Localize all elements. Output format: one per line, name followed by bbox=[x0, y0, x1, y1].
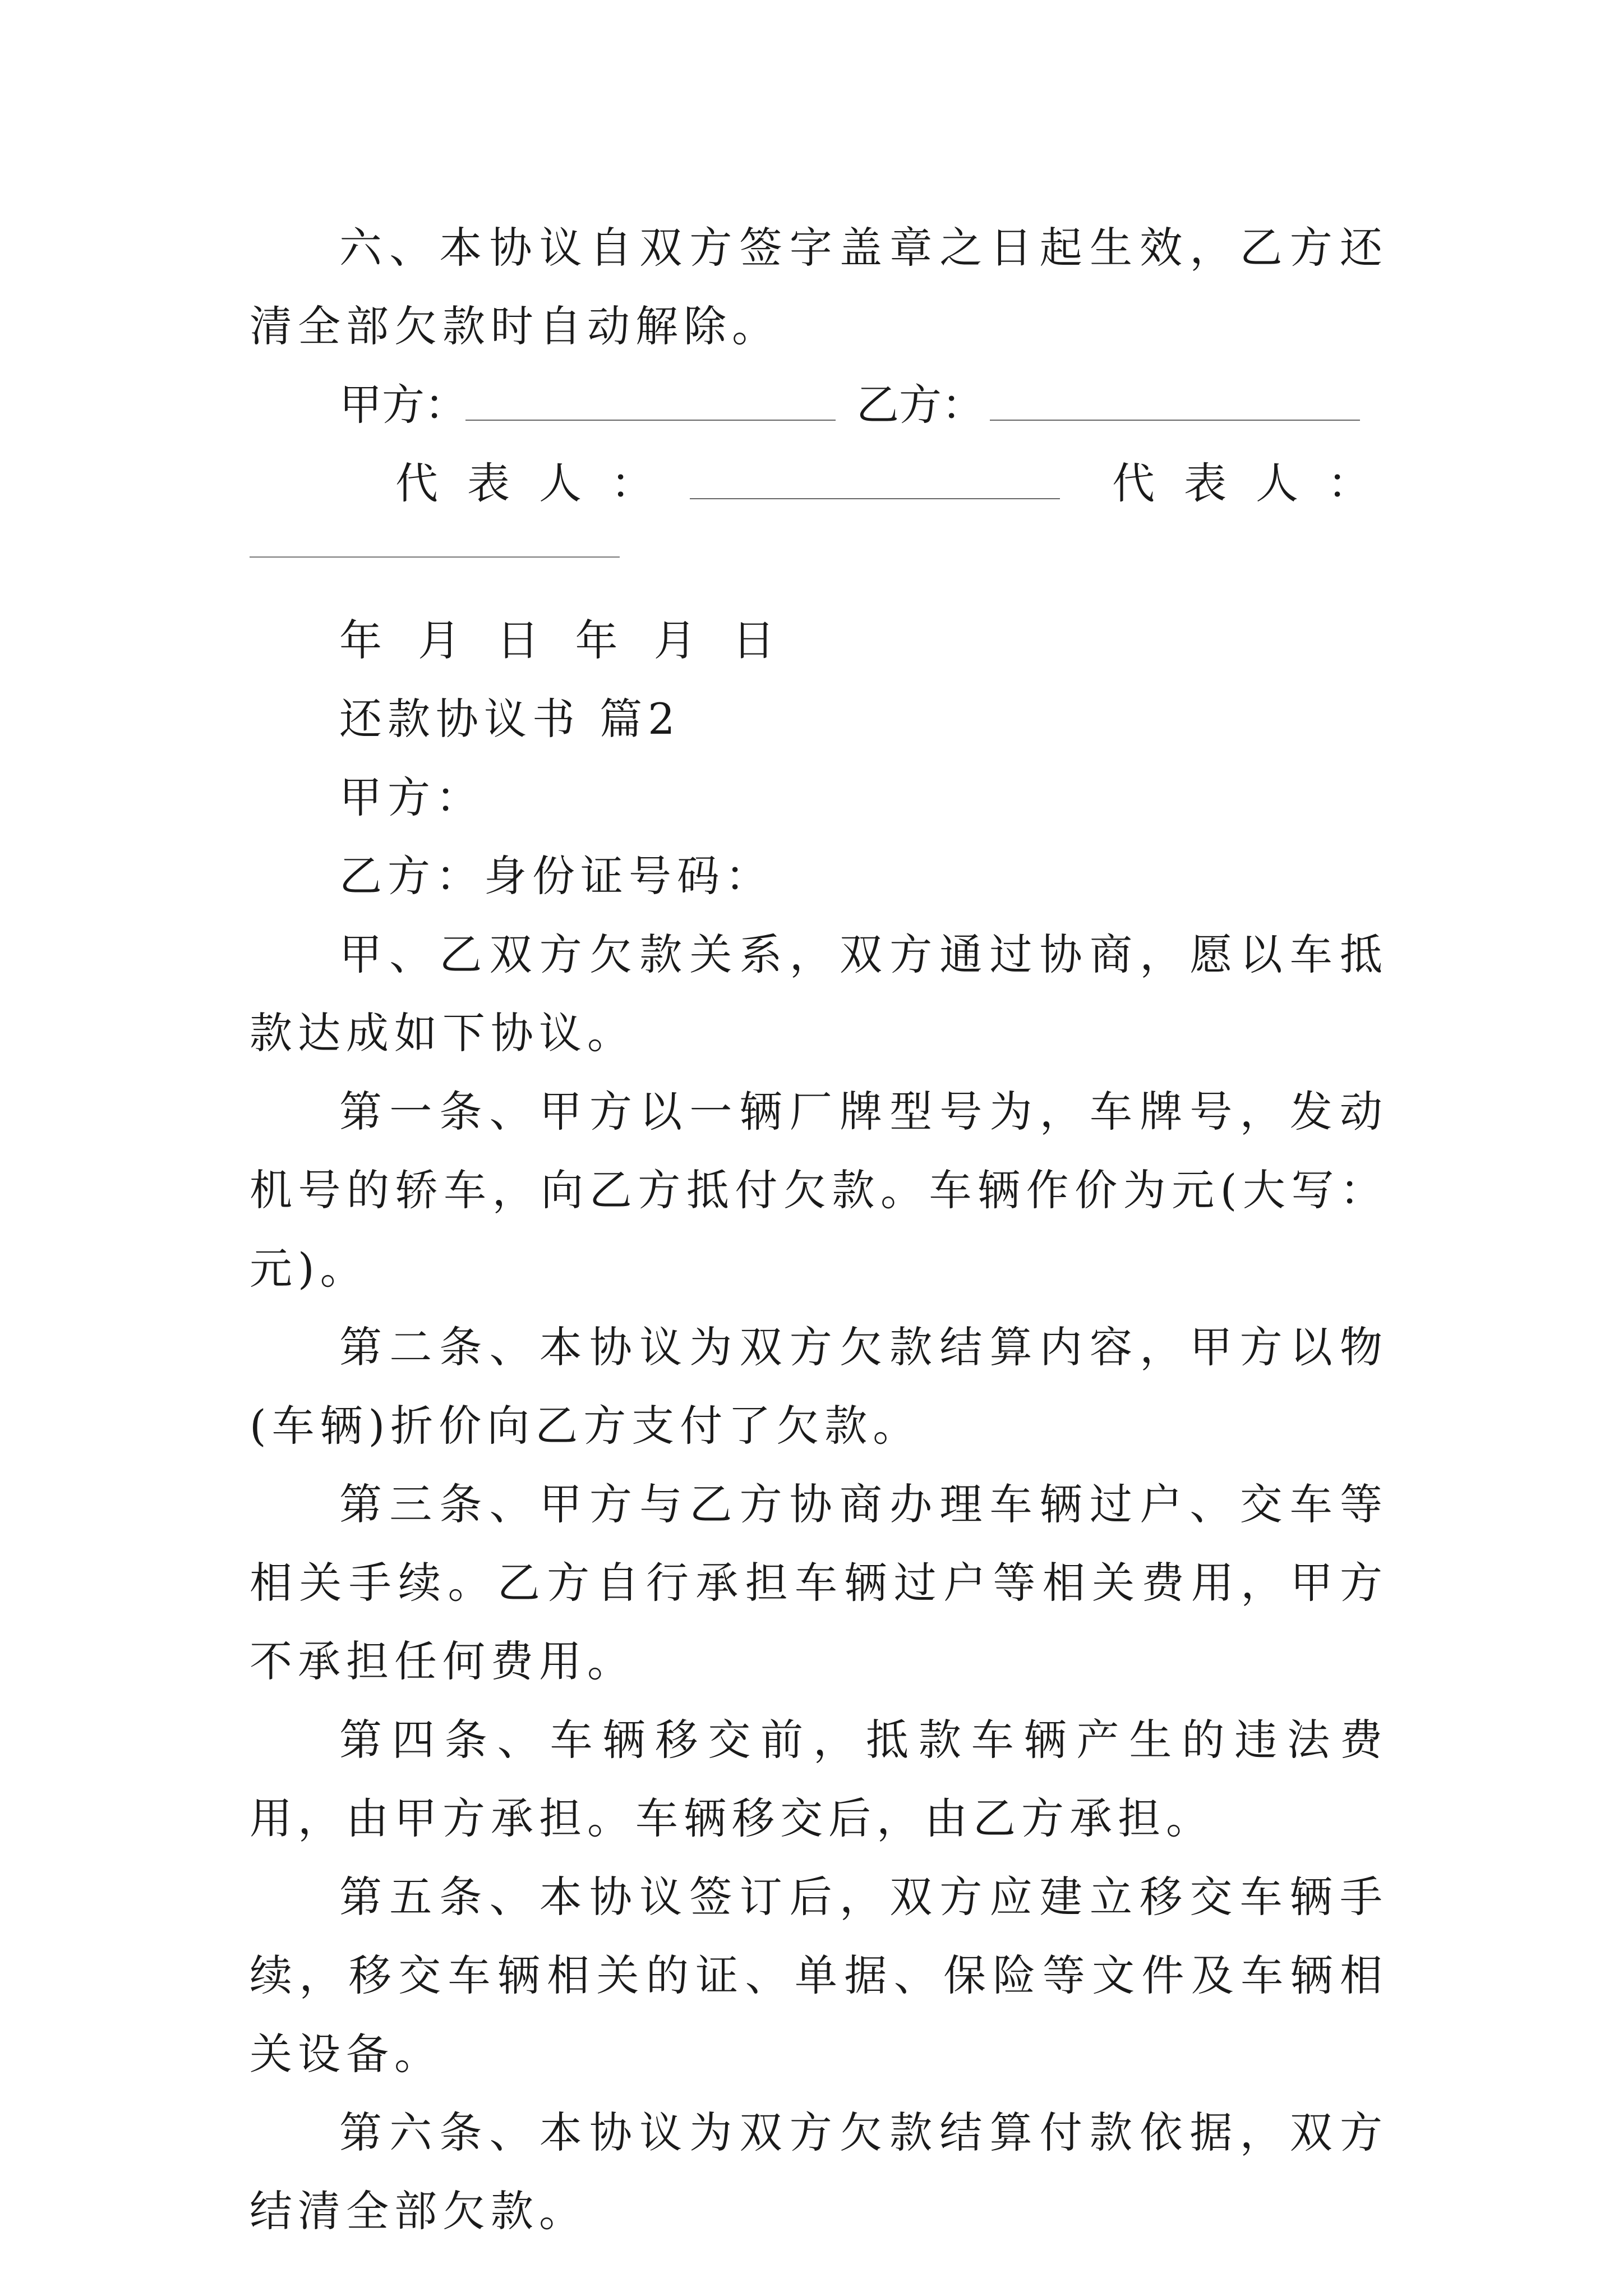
party-a-signature-blank bbox=[465, 420, 836, 421]
section-2-title: 还款协议书 篇2 bbox=[339, 694, 681, 744]
section-2-party-a: 甲方： bbox=[339, 772, 484, 822]
party-b-signature-blank bbox=[990, 420, 1360, 421]
section-2-intro: 甲、乙双方欠款关系，双方通过协商，愿以车抵款达成如下协议。 bbox=[250, 930, 1388, 1058]
party-a-signature-label: 甲方： bbox=[339, 380, 467, 430]
date-line: 年 月 日 年 月 日 bbox=[339, 615, 781, 665]
party-a-rep-blank bbox=[690, 498, 1060, 499]
article-3: 第三条、甲方与乙方协商办理车辆过户、交车等相关手续。乙方自行承担车辆过户等相关费用，甲方不承担任何费用。 bbox=[250, 1479, 1388, 1686]
representative-b-blank-row bbox=[250, 523, 1388, 601]
party-a-rep-label: 代表人： bbox=[395, 458, 683, 508]
party-b-signature-label: 乙方： bbox=[856, 380, 984, 430]
article-2: 第二条、本协议为双方欠款结算内容，甲方以物(车辆)折价向乙方支付了欠款。 bbox=[250, 1322, 1388, 1451]
representative-row bbox=[250, 444, 1399, 523]
signature-parties-row bbox=[250, 366, 1388, 444]
section-2-party-b: 乙方：身份证号码： bbox=[339, 851, 773, 901]
party-b-rep-blank bbox=[250, 556, 620, 558]
article-6: 第六条、本协议为双方欠款结算付款依据，双方结清全部欠款。 bbox=[250, 2108, 1388, 2236]
party-b-rep-label: 代表人： bbox=[1112, 458, 1399, 508]
article-5: 第五条、本协议签订后，双方应建立移交车辆手续，移交车辆相关的证、单据、保险等文件及车辆相关设备。 bbox=[250, 1872, 1388, 2079]
clause-six: 六、本协议自双方签字盖章之日起生效，乙方还清全部欠款时自动解除。 bbox=[250, 223, 1388, 351]
article-4: 第四条、车辆移交前，抵款车辆产生的违法费用，由甲方承担。车辆移交后，由乙方承担。 bbox=[250, 1715, 1388, 1843]
article-1: 第一条、甲方以一辆厂牌型号为，车牌号，发动机号的轿车，向乙方抵付欠款。车辆作价为元(大写：元)。 bbox=[250, 1087, 1388, 1294]
document-page bbox=[250, 209, 1399, 2251]
